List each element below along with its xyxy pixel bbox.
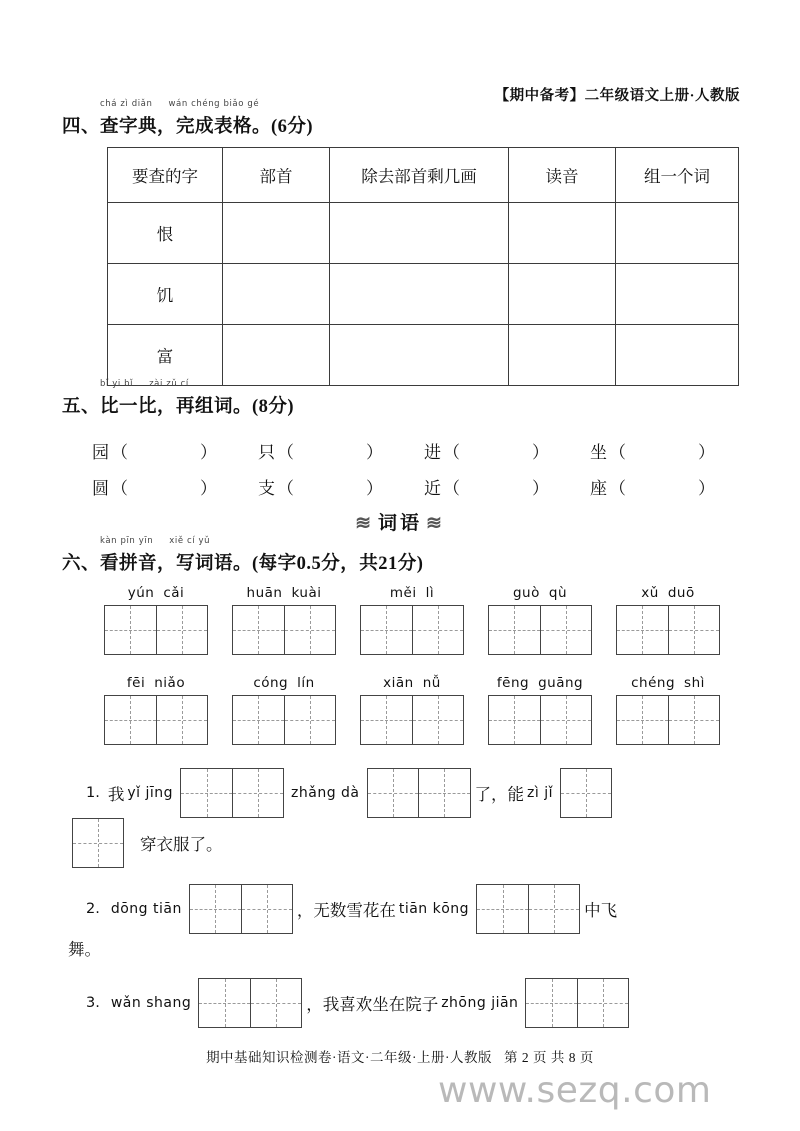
word-entry bbox=[232, 675, 336, 745]
word-pinyin: yún cǎi bbox=[127, 585, 185, 601]
section-five-title: 五、比一比，再组词。(8分) bbox=[62, 397, 295, 417]
wave-icon-left: ≋ bbox=[355, 513, 374, 534]
word-pinyin: xiān nǚ bbox=[383, 675, 441, 691]
paren-close: ） bbox=[366, 443, 383, 462]
table-cell-answer[interactable] bbox=[616, 203, 739, 264]
compare-item bbox=[258, 438, 424, 463]
paren-open: （ bbox=[609, 443, 626, 462]
table-cell-answer[interactable] bbox=[616, 325, 739, 386]
word-entry bbox=[232, 585, 336, 655]
paren-close: ） bbox=[698, 443, 715, 462]
section-six-heading bbox=[62, 536, 424, 575]
table-cell-character: 富 bbox=[108, 325, 223, 386]
section-five-pinyin: bǐ yi bǐ zài zǔ cí bbox=[100, 379, 189, 389]
table-cell-answer[interactable] bbox=[509, 203, 616, 264]
sentence-number: 1. bbox=[86, 785, 100, 801]
word-pinyin: huān kuài bbox=[246, 585, 322, 601]
table-header-cell: 组一个词 bbox=[616, 148, 739, 203]
paren-open: （ bbox=[443, 479, 460, 498]
compare-item bbox=[258, 474, 424, 499]
sentence-two-line-one bbox=[86, 884, 617, 934]
table-header-row bbox=[108, 148, 739, 203]
sentence-one-line-two bbox=[68, 818, 223, 868]
sentence-number: 2. bbox=[86, 901, 100, 917]
sentence-three bbox=[86, 978, 633, 1028]
tianzige-grid[interactable] bbox=[198, 978, 302, 1028]
word-entry bbox=[616, 675, 720, 745]
paren-open: （ bbox=[443, 443, 460, 462]
watermark: www.sezq.com bbox=[438, 1070, 712, 1111]
tianzige-grid[interactable] bbox=[476, 884, 580, 934]
compare-item bbox=[590, 474, 715, 499]
page-footer bbox=[0, 1046, 800, 1066]
table-cell-answer[interactable] bbox=[223, 264, 330, 325]
tianzige-grid[interactable] bbox=[616, 695, 720, 745]
sentence-text: ，我喜欢坐在院子 bbox=[306, 995, 439, 1014]
document-header: 【期中备考】二年级语文上册·人教版 bbox=[494, 88, 740, 104]
sentence-two-line-two bbox=[68, 936, 101, 960]
tianzige-grid[interactable] bbox=[360, 695, 464, 745]
paren-open: （ bbox=[111, 479, 128, 498]
tianzige-grid[interactable] bbox=[525, 978, 629, 1028]
divider-label: 词语 bbox=[377, 513, 422, 534]
sentence-pinyin: wǎn shang bbox=[110, 995, 192, 1011]
section-divider-vocabulary bbox=[0, 508, 800, 535]
section-four-heading bbox=[62, 99, 314, 138]
paren-close: ） bbox=[200, 479, 217, 498]
word-entry bbox=[360, 675, 464, 745]
tianzige-grid[interactable] bbox=[560, 768, 612, 818]
compare-item bbox=[92, 474, 258, 499]
table-cell-answer[interactable] bbox=[330, 325, 509, 386]
compare-character: 园 bbox=[92, 443, 109, 462]
section-four-pinyin: chá zì diǎn wán chéng biǎo gé bbox=[100, 99, 260, 109]
word-pinyin: fēng guāng bbox=[496, 675, 584, 691]
table-row bbox=[108, 203, 739, 264]
word-pinyin: guò qù bbox=[512, 585, 568, 601]
section-five bbox=[62, 379, 295, 418]
sentence-number: 3. bbox=[86, 995, 100, 1011]
table-header-cell: 读音 bbox=[509, 148, 616, 203]
sentence-pinyin: tiān kōng bbox=[398, 901, 470, 917]
compare-character: 进 bbox=[424, 443, 441, 462]
sentence-text: 了，能 bbox=[474, 785, 524, 804]
footer-title: 期中基础知识检测卷·语文·二年级·上册·人教版 bbox=[206, 1050, 493, 1065]
table-header-cell: 部首 bbox=[223, 148, 330, 203]
section-five-heading bbox=[62, 379, 295, 418]
word-pinyin: cóng lín bbox=[253, 675, 315, 691]
tianzige-grid[interactable] bbox=[488, 695, 592, 745]
paren-open: （ bbox=[111, 443, 128, 462]
compare-item bbox=[424, 438, 590, 463]
tianzige-grid[interactable] bbox=[360, 605, 464, 655]
sentence-text: 中飞 bbox=[584, 901, 618, 920]
tianzige-grid[interactable] bbox=[232, 695, 336, 745]
tianzige-grid[interactable] bbox=[180, 768, 284, 818]
word-entry bbox=[104, 585, 208, 655]
section-four bbox=[62, 99, 314, 138]
table-cell-answer[interactable] bbox=[509, 325, 616, 386]
word-entry bbox=[104, 675, 208, 745]
compare-item bbox=[424, 474, 590, 499]
table-cell-answer[interactable] bbox=[223, 203, 330, 264]
paren-close: ） bbox=[698, 479, 715, 498]
tianzige-grid[interactable] bbox=[189, 884, 293, 934]
table-cell-answer[interactable] bbox=[330, 203, 509, 264]
section-six-title: 六、看拼音，写词语。(每字0.5分，共21分) bbox=[62, 554, 424, 574]
paren-open: （ bbox=[277, 443, 294, 462]
table-cell-answer[interactable] bbox=[616, 264, 739, 325]
word-pinyin: měi lì bbox=[389, 585, 435, 601]
footer-page-number: 第 2 页 共 8 页 bbox=[504, 1050, 594, 1065]
compare-character: 座 bbox=[590, 479, 607, 498]
wave-icon-right: ≋ bbox=[426, 513, 445, 534]
sentence-pinyin: dōng tiān bbox=[110, 901, 182, 917]
sentence-pinyin: yǐ jīng bbox=[127, 785, 174, 801]
word-entry bbox=[488, 585, 592, 655]
compare-row-lower bbox=[62, 474, 792, 499]
section-six bbox=[62, 536, 424, 575]
tianzige-grid[interactable] bbox=[104, 695, 208, 745]
compare-character: 支 bbox=[258, 479, 275, 498]
paren-open: （ bbox=[609, 479, 626, 498]
word-entry bbox=[616, 585, 720, 655]
section-four-title: 四、查字典，完成表格。(6分) bbox=[62, 117, 314, 137]
sentence-pinyin: zhōng jiān bbox=[441, 995, 519, 1011]
word-entry bbox=[360, 585, 464, 655]
tianzige-grid[interactable] bbox=[72, 818, 124, 868]
table-header-cell: 要查的字 bbox=[108, 148, 223, 203]
word-pinyin: chéng shì bbox=[631, 675, 705, 691]
sentence-pinyin: zhǎng dà bbox=[291, 785, 360, 801]
paren-open: （ bbox=[277, 479, 294, 498]
word-pinyin: xǔ duō bbox=[641, 585, 695, 601]
paren-close: ） bbox=[532, 443, 549, 462]
compare-character: 只 bbox=[258, 443, 275, 462]
sentence-text: 舞。 bbox=[68, 940, 101, 959]
sentence-text: 我 bbox=[107, 785, 125, 804]
paren-close: ） bbox=[366, 479, 383, 498]
compare-row-upper bbox=[62, 438, 792, 463]
paren-close: ） bbox=[532, 479, 549, 498]
word-pinyin: fēi niǎo bbox=[126, 675, 186, 691]
table-cell-answer[interactable] bbox=[509, 264, 616, 325]
sentence-text: ，无数雪花在 bbox=[296, 901, 396, 920]
section-six-pinyin: kàn pīn yīn xiě cí yǔ bbox=[100, 536, 211, 546]
table-cell-character: 恨 bbox=[108, 203, 223, 264]
compare-character: 坐 bbox=[590, 443, 607, 462]
compare-character: 圆 bbox=[92, 479, 109, 498]
tianzige-grid[interactable] bbox=[104, 605, 208, 655]
compare-item bbox=[590, 438, 715, 463]
table-cell-answer[interactable] bbox=[223, 325, 330, 386]
paren-close: ） bbox=[200, 443, 217, 462]
tianzige-grid[interactable] bbox=[232, 605, 336, 655]
word-entry bbox=[488, 675, 592, 745]
table-cell-answer[interactable] bbox=[330, 264, 509, 325]
dictionary-table bbox=[107, 147, 739, 386]
compare-item bbox=[92, 438, 258, 463]
table-row bbox=[108, 325, 739, 386]
tianzige-grid[interactable] bbox=[488, 605, 592, 655]
tianzige-grid[interactable] bbox=[367, 768, 471, 818]
sentence-one-line-one bbox=[86, 768, 616, 818]
sentence-text: 穿衣服了。 bbox=[140, 835, 223, 854]
table-cell-character: 饥 bbox=[108, 264, 223, 325]
table-row bbox=[108, 264, 739, 325]
compare-character: 近 bbox=[424, 479, 441, 498]
table-header-cell: 除去部首剩几画 bbox=[330, 148, 509, 203]
tianzige-grid[interactable] bbox=[616, 605, 720, 655]
sentence-pinyin: zì jǐ bbox=[527, 785, 553, 801]
